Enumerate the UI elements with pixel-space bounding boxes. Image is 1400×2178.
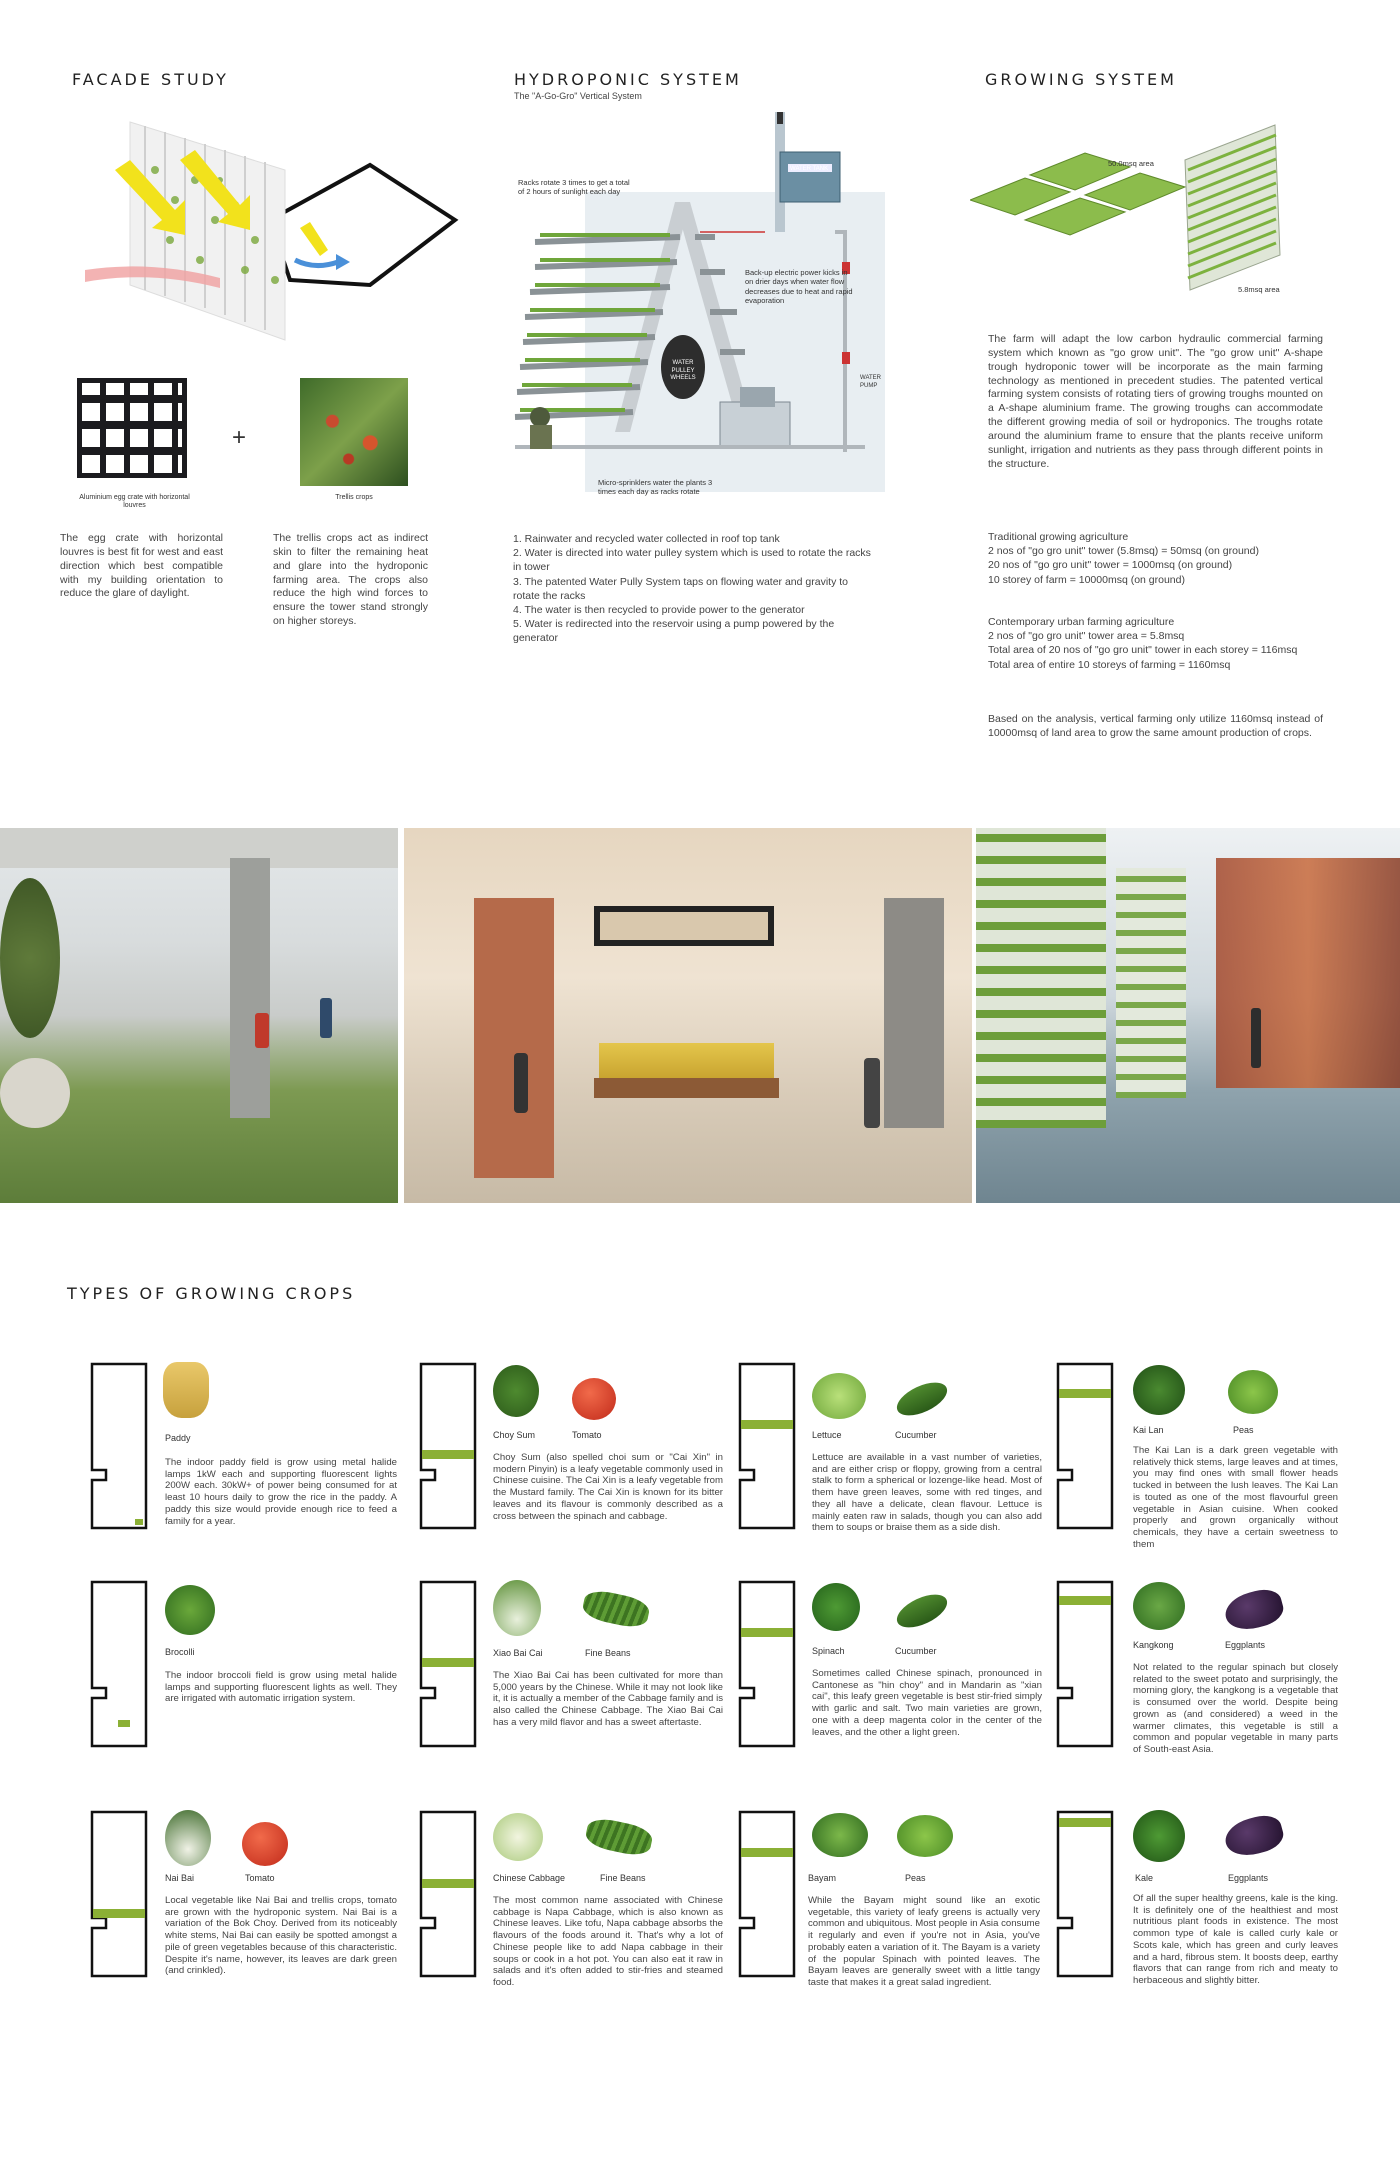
crop-name: Eggplants xyxy=(1225,1640,1266,1650)
crop-name: Lettuce xyxy=(812,1430,842,1440)
crop-name: Tomato xyxy=(245,1873,275,1883)
kale-icon xyxy=(1133,1810,1185,1862)
growing-conclusion: Based on the analysis, vertical farming only utilize 1160msq instead of 10000msq of land area to grow the same amount production of crops. xyxy=(988,713,1323,739)
growing-title: GROWING SYSTEM xyxy=(985,70,1177,89)
egg-crate-label: Aluminium egg crate with horizontal louvres xyxy=(79,494,190,510)
bayam-icon xyxy=(812,1813,868,1857)
crop-name: Fine Beans xyxy=(600,1873,646,1883)
crop-desc: Of all the super healthy greens, kale is the king. It is definitely one of the healthiest and most nutritious plant foods in existence. The most common type of kale is called curly kale or Scots kale, which has green and curly leaves and a hard, fibrous stem. It boosts deep, earthy flavors that can range from rich and meaty to herbaceous and slightly bitter. xyxy=(1133,1893,1338,1986)
traditional-block xyxy=(988,530,1328,587)
urban-block xyxy=(988,615,1328,672)
crop-floor-plan-icon xyxy=(738,1810,796,1978)
growing-description: The farm will adapt the low carbon hydraulic commercial farming system which known as "go grow unit". The "go grow unit" A-shape trough hydroponic tower will be incorporate as the main farming technology as mentioned in precedent studies. The patented vertical farming system consists of rotating tiers of growing troughs mounted on a A-shape aluminium frame. The growing troughs can accommodate the different growing media of soil or hydroponics. The troughs rotate around the aluminium frame to ensure that the plants receive uniform sunlight, irrigation and nutrients as they pass through different points in the structure. xyxy=(988,333,1323,470)
crop-name: Brocolli xyxy=(165,1647,195,1657)
crop-name: Bayam xyxy=(808,1873,837,1883)
crop-desc: While the Bayam might sound like an exotic vegetable, this variety of leafy greens is actually very common and ubiquitous. Most people in Asia consume it regularly and even if you're not in Asia, you've probably eaten a variation of it. The Bayam is a variety of the popular Spinach with pointed leaves. The Bayam leaves are generally sweet with a little tangy taste that makes it a great salad ingredient. xyxy=(808,1895,1040,1988)
growing-diagram xyxy=(970,120,1290,300)
crop-desc: Choy Sum (also spelled choi sum or "Cai Xin" in modern Pinyin) is a leafy vegetable commonly used in Chinese cuisine. The Cai Xin is a leafy vegetable from the Mustard family. The Cai Xin is known for its bitter leaves and its flavour is commonly described as a cross between the spinach and cabbage. xyxy=(493,1452,723,1522)
egg-crate-icon xyxy=(77,378,187,478)
crop-name: Spinach xyxy=(812,1646,845,1656)
crop-floor-plan-icon xyxy=(90,1810,148,1978)
kangkong-icon xyxy=(1133,1582,1185,1630)
crop-floor-plan-icon xyxy=(1056,1362,1114,1530)
crop-floor-plan-icon xyxy=(90,1580,148,1748)
crop-name: Kangkong xyxy=(1133,1640,1174,1650)
crop-desc: Local vegetable like Nai Bai and trellis crops, tomato are grown with the hydroponic system. Nai Bai is a variation of the Bok Choy. Derived from its noticeably white stems, Nai Bai can easily be spotted amongst a pile of green vegetables because of this characteristic. Despite it's name, however, its leaves are dark green (and crinkled). xyxy=(165,1895,397,1977)
urban-line: Total area of 20 nos of "go gro unit" tower in each storey = 116msq xyxy=(988,644,1298,657)
area-large-label: 50.0msq area xyxy=(1108,159,1154,168)
trellis-crops-photo xyxy=(300,378,408,486)
tomato-icon xyxy=(572,1378,616,1420)
urban-title: Contemporary urban farming agriculture xyxy=(988,616,1175,628)
trellis-label: Trellis crops xyxy=(335,494,373,501)
crop-name: Peas xyxy=(1233,1425,1254,1435)
step-item: 4. The water is then recycled to provide power to the generator xyxy=(513,603,805,616)
crop-floor-plan-icon xyxy=(419,1810,477,1978)
hydroponic-title: HYDROPONIC SYSTEM xyxy=(514,70,742,89)
nai-bai-icon xyxy=(165,1810,211,1866)
step-item: 5. Water is redirected into the reservoir using a pump powered by the generator xyxy=(513,618,835,645)
crop-floor-plan-icon xyxy=(1056,1810,1114,1978)
crop-desc: The indoor paddy field is grow using metal halide lamps 1kW each and supporting fluorescent lights 200W each. 30kW+ of power being consumed for at least 10 hours daily to grow the rice in the paddy. A paddy this size would provide enough rice to feed a family for a year. xyxy=(165,1457,397,1527)
crop-desc: The Kai Lan is a dark green vegetable with relatively thick stems, large leaves and at times, you may find ones with small flower heads tucked in between the lush leaves. The Kai Lan is touted as one of the most flavourful green vegetable in Asian cuisine. When cooked properly and grown organically without chemicals, they have a certain sweetness to them xyxy=(1133,1445,1338,1550)
crop-name: Nai Bai xyxy=(165,1873,195,1883)
crop-name: Xiao Bai Cai xyxy=(493,1648,543,1658)
crop-desc: Sometimes called Chinese spinach, pronounced in Cantonese as "hin choy" and in Mandarin as "xian cai", this leafy green vegetable is best stir-fried simply with garlic and salt. Two main varieties are grown, one with a deep magenta color in the center of the leaves, and the other a light green. xyxy=(812,1668,1042,1738)
crop-name: Eggplants xyxy=(1228,1873,1269,1883)
step-item: 1. Rainwater and recycled water collected in roof top tank xyxy=(513,533,780,545)
crop-name: Cucumber xyxy=(895,1430,937,1440)
crops-title: TYPES OF GROWING CROPS xyxy=(67,1284,356,1303)
callout-micro: Micro-sprinklers water the plants 3 times each day as racks rotate xyxy=(598,478,713,497)
facade-title: FACADE STUDY xyxy=(72,70,229,89)
crop-name: Chinese Cabbage xyxy=(493,1873,566,1883)
facade-diagram xyxy=(70,110,460,350)
rendering-vertical-farm xyxy=(976,828,1400,1203)
xiao-bai-cai-icon xyxy=(493,1580,541,1636)
urban-line: Total area of entire 10 storeys of farming = 1160msq xyxy=(988,658,1231,671)
callout-backup: Back-up electric power kicks in on drier days when water flow decreases due to heat and rapid evaporation xyxy=(745,268,853,306)
peas-icon xyxy=(1228,1370,1278,1414)
callout-racks: Racks rotate 3 times to get a total of 2 hours of sunlight each day xyxy=(518,178,630,197)
traditional-line: 10 storey of farm = 10000msq (on ground) xyxy=(988,573,1185,586)
crop-floor-plan-icon xyxy=(738,1580,796,1748)
crop-desc: The Xiao Bai Cai has been cultivated for more than 5,000 years by the Chinese. While it may not look like it, it is actually a member of the Cabbage family and is also called the Chinese Cabbage. The Xiao Bai Cai has a very mild flavor and has a sweet aftertaste. xyxy=(493,1670,723,1728)
eggplant-icon xyxy=(1221,1585,1286,1635)
step-item: 3. The patented Water Pully System taps on flowing water and gravity to rotate the racks xyxy=(513,575,849,602)
crop-desc: The most common name associated with Chinese cabbage is Napa Cabbage, which is also known as Chinese leaves. Like tofu, Napa cabbage absorbs the flavours of the foods around it. That's why a lot of Chinese people like to add Napa cabbage in their soups or cook in a hot pot. You can also eat it raw in salads and it's often added to stir-fries and steamed food. xyxy=(493,1895,723,1988)
plus-sign: + xyxy=(232,424,247,451)
cucumber-icon xyxy=(892,1588,952,1634)
callout-pump: WATER PUMP xyxy=(860,375,881,389)
traditional-line: 2 nos of "go gro unit" tower (5.8msq) = 50msq (on ground) xyxy=(988,545,1259,558)
crop-floor-plan-icon xyxy=(90,1362,148,1530)
choy-sum-icon xyxy=(493,1365,539,1417)
paddy-icon xyxy=(163,1362,209,1418)
crop-name: Kai Lan xyxy=(1133,1425,1164,1435)
broccoli-icon xyxy=(165,1585,215,1635)
fine-beans-icon xyxy=(584,1815,655,1858)
cucumber-icon xyxy=(892,1376,952,1422)
callout-pulley: WATER PULLEY WHEELS xyxy=(670,360,696,381)
egg-crate-text: The egg crate with horizontal louvres is best fit for west and east direction which best compatible with my building orientation to reduce the glare of daylight. xyxy=(60,532,223,600)
tomato-icon xyxy=(242,1822,288,1866)
crop-desc: Lettuce are available in a vast number of varieties, and are either crisp or floppy, growing from a central stalk to form a spherical or lozenge-like head. Most of them have green leaves, some with red tinges, and they all have a delicate, clean flavour. Lettuce is mainly eaten raw in salads, though you can also add them to soups or braise them as a side dish. xyxy=(812,1452,1042,1534)
crop-floor-plan-icon xyxy=(738,1362,796,1530)
crop-name: Tomato xyxy=(572,1430,602,1440)
hydroponic-subtitle: The "A-Go-Gro" Vertical System xyxy=(514,91,642,101)
crop-name: Peas xyxy=(905,1873,926,1883)
rendering-paddy-hall xyxy=(404,828,972,1203)
crop-name: Kale xyxy=(1135,1873,1154,1883)
crop-floor-plan-icon xyxy=(419,1362,477,1530)
kai-lan-icon xyxy=(1133,1365,1185,1415)
rendering-terrace xyxy=(0,828,398,1203)
area-small-label: 5.8msq area xyxy=(1238,285,1280,294)
crop-name: Choy Sum xyxy=(493,1430,536,1440)
urban-line: 2 nos of "go gro unit" tower area = 5.8msq xyxy=(988,630,1185,643)
spinach-icon xyxy=(812,1583,860,1631)
traditional-line: 20 nos of "go gro unit" tower = 1000msq (on ground) xyxy=(988,559,1233,572)
crop-floor-plan-icon xyxy=(1056,1580,1114,1748)
crop-name: Cucumber xyxy=(895,1646,937,1656)
lettuce-icon xyxy=(812,1373,866,1419)
crop-name: Paddy xyxy=(165,1433,191,1443)
crop-name: Fine Beans xyxy=(585,1648,631,1658)
traditional-title: Traditional growing agriculture xyxy=(988,531,1129,543)
trellis-text: The trellis crops act as indirect skin to filter the remaining heat and glare into the hydroponic farming area. The crops also reduce the high wind forces to ensure the tower stand strongly on higher storeys. xyxy=(273,532,428,628)
crop-desc: The indoor broccoli field is grow using metal halide lamps and supporting fluorescent lights as well. They are irrigated with automatic irrigation system. xyxy=(165,1670,397,1705)
callout-tank: WATER TANK xyxy=(790,166,829,172)
peas-icon xyxy=(897,1815,953,1857)
crop-floor-plan-icon xyxy=(419,1580,477,1748)
eggplant-icon xyxy=(1221,1811,1286,1861)
hydroponic-steps xyxy=(513,532,875,645)
fine-beans-icon xyxy=(581,1587,652,1630)
step-item: 2. Water is directed into water pulley system which is used to rotate the racks in tower xyxy=(513,547,871,574)
chinese-cabbage-icon xyxy=(493,1813,543,1861)
crop-desc: Not related to the regular spinach but closely related to the sweet potato and surprisingly, the morning glory, the kangkong is a vegetable that is consumed over the world. Despite being grown as (and considered) a weed in the warmer climates, this vegetable is still a common and popular vegetable in many parts of South-east Asia. xyxy=(1133,1662,1338,1755)
